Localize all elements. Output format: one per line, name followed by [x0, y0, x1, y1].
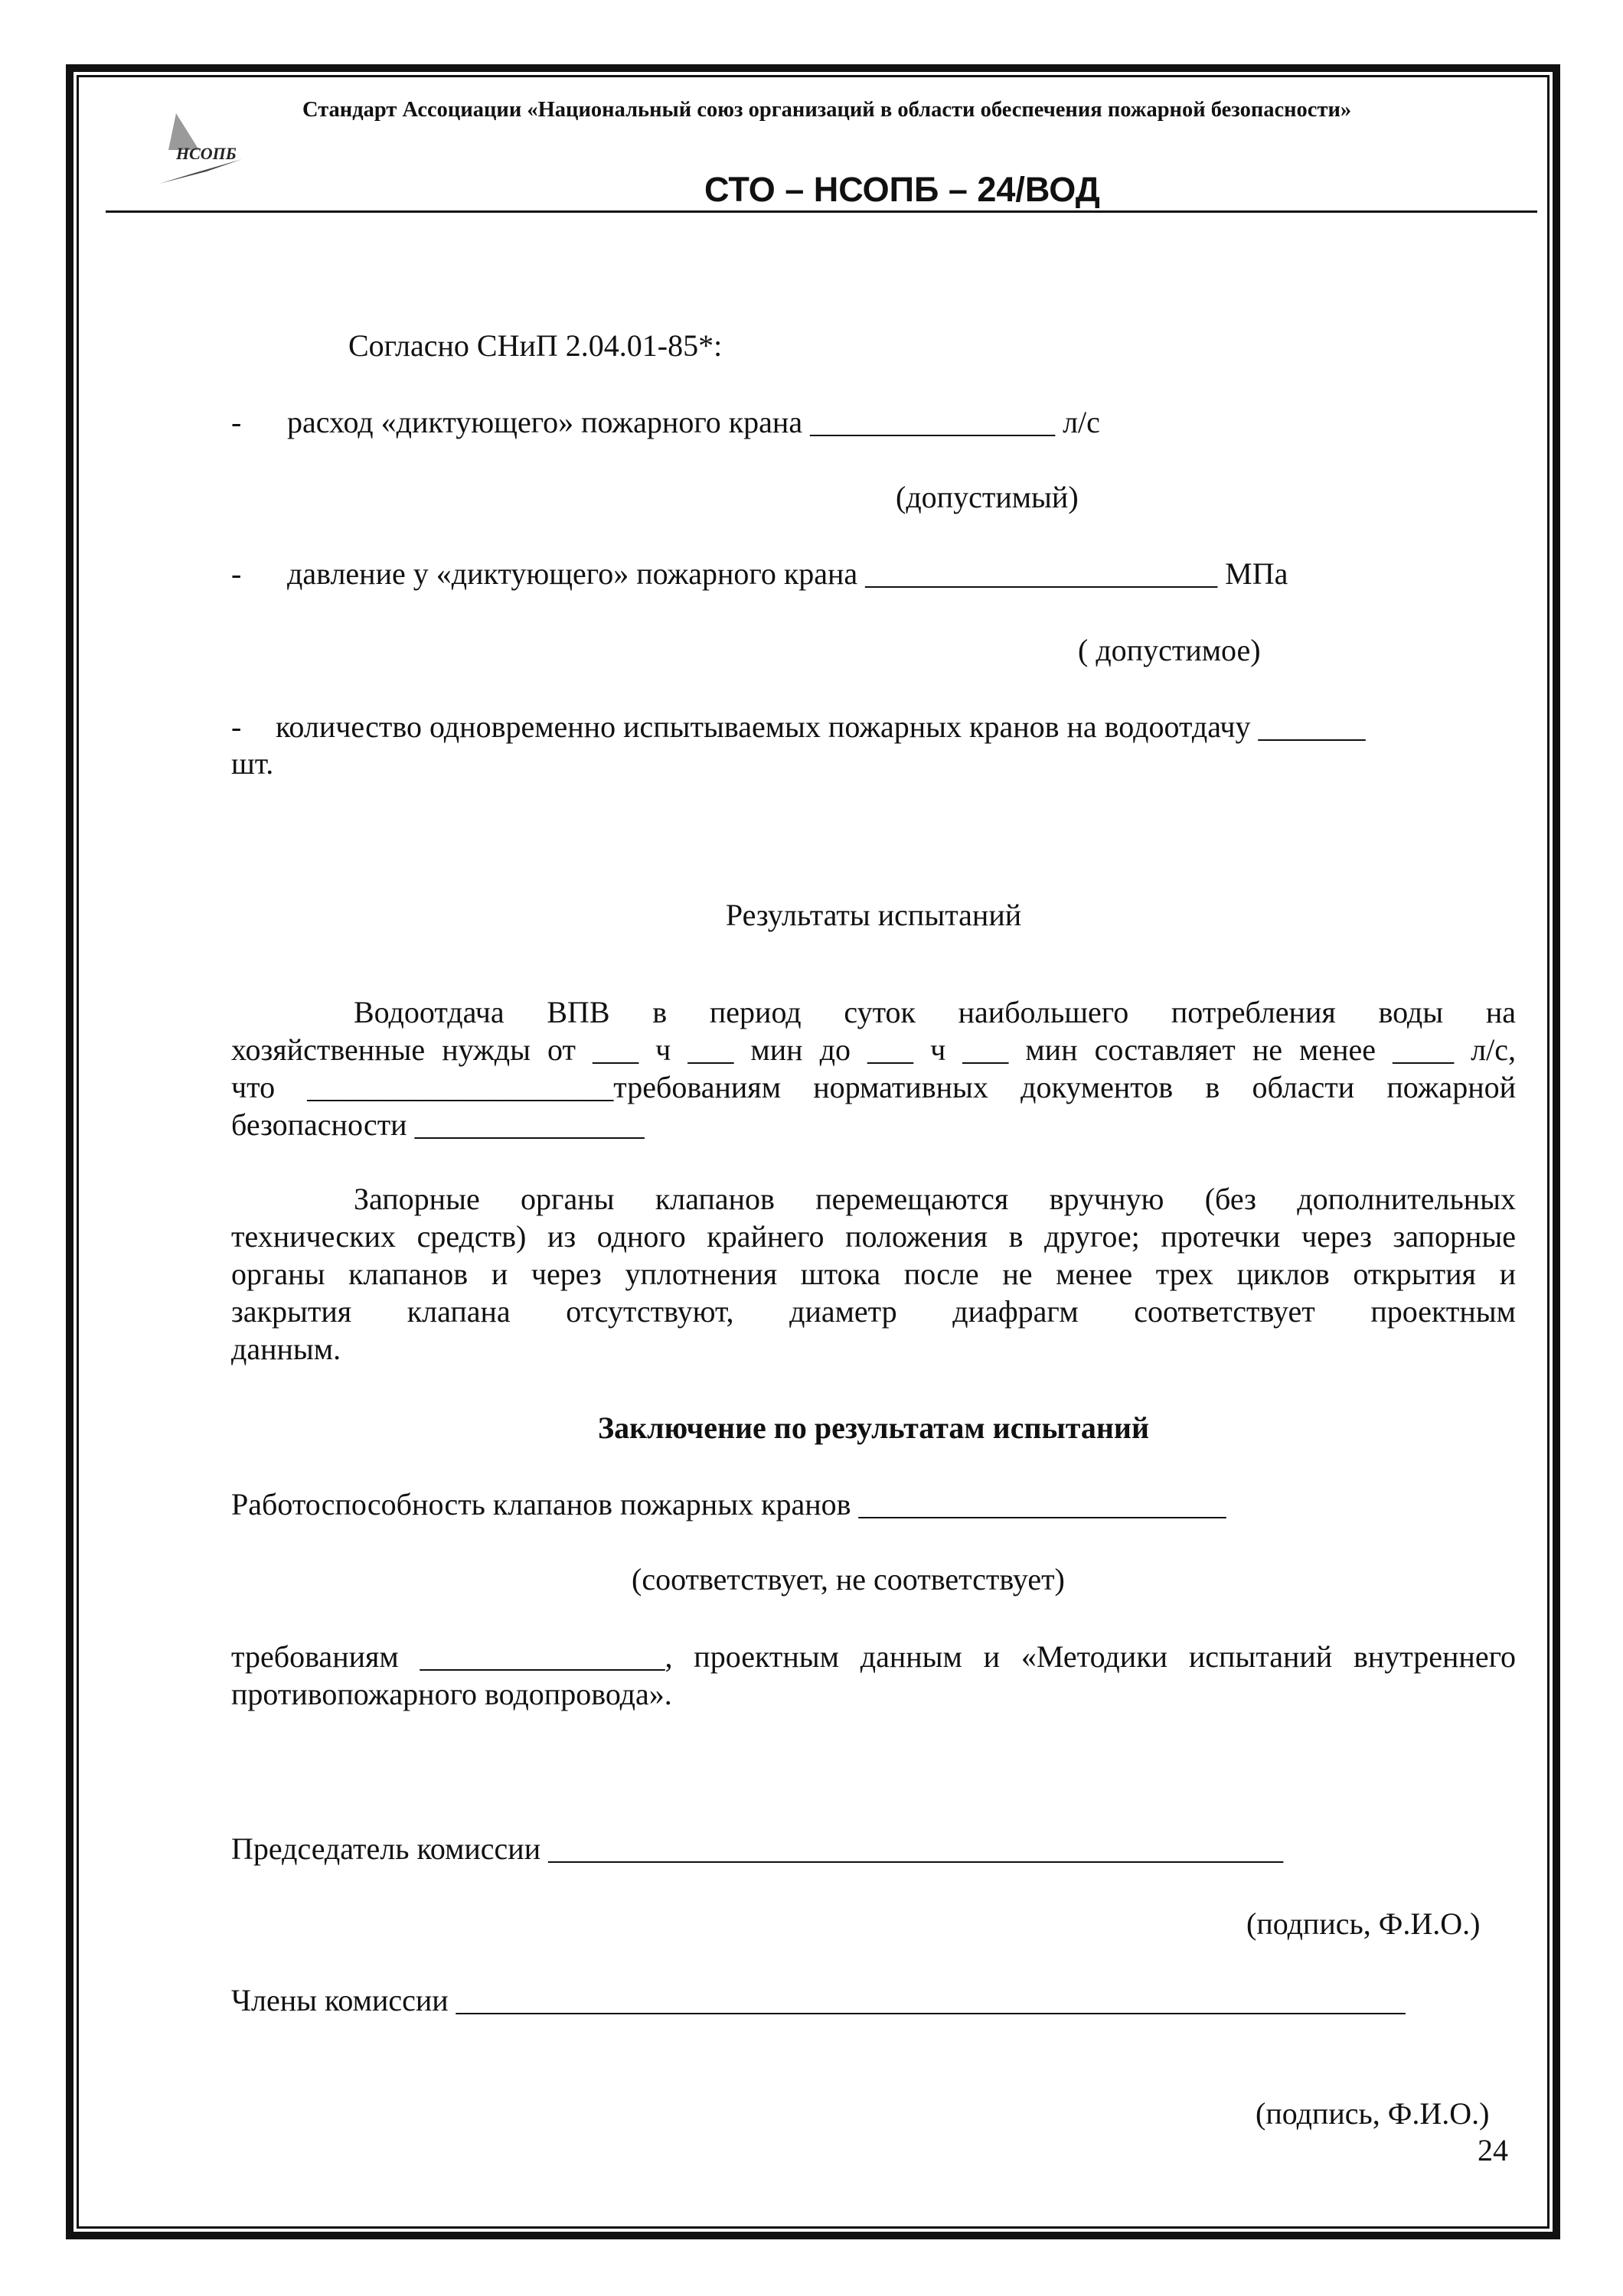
- paragraph-line: технических средств) из одного крайнего положения в другое; протечки через запорные: [231, 1219, 1516, 1254]
- members-signature-note: (подпись, Ф.И.О.): [1256, 2096, 1490, 2131]
- members-signature-line: Члены комиссии ______________________________________________________________: [231, 1983, 1406, 2017]
- paragraph-line: хозяйственные нужды от ___ ч ___ мин до ___ ч ___ мин составляет не менее ____ л/с,: [231, 1032, 1516, 1067]
- chairman-signature-note: (подпись, Ф.И.О.): [1246, 1906, 1481, 1941]
- capability-note: (соответствует, не соответствует): [632, 1562, 1065, 1596]
- paragraph-line: Водоотдача ВПВ в период суток наибольшего потребления воды на: [354, 995, 1516, 1029]
- header-rule: [106, 210, 1537, 213]
- flow-rate-line: расход «диктующего» пожарного крана ________________ л/с: [287, 405, 1100, 439]
- results-paragraph-1: [231, 993, 1516, 1143]
- results-heading: Результаты испытаний: [725, 898, 1022, 932]
- chairman-signature-line: Председатель комиссии ________________________________________________: [231, 1831, 1284, 1866]
- paragraph-line: Запорные органы клапанов перемещаются вручную (без дополнительных: [354, 1182, 1516, 1216]
- item-dash: -: [231, 405, 242, 439]
- page-number: 24: [1478, 2133, 1508, 2167]
- organization-name: Стандарт Ассоциации «Национальный союз организаций в области обеспечения пожарной безопасности»: [302, 98, 1352, 122]
- paragraph-line: требованиям ________________, проектным данным и «Методики испытаний внутреннего: [231, 1639, 1516, 1674]
- intro-line: Согласно СНиП 2.04.01-85*:: [348, 328, 723, 363]
- nsopb-logo: [153, 104, 253, 192]
- pressure-line: давление у «диктующего» пожарного крана _______________________ МПа: [287, 556, 1288, 591]
- capability-line: Работоспособность клапанов пожарных кранов ________________________: [231, 1487, 1226, 1521]
- logo-text: НСОПБ: [176, 144, 237, 163]
- paragraph-line: закрытия клапана отсутствуют, диаметр диафрагм соответствует проектным: [231, 1294, 1516, 1329]
- document-code: СТО – НСОПБ – 24/ВОД: [704, 170, 1100, 209]
- pressure-note: ( допустимое): [1078, 633, 1261, 667]
- hydrant-count-line: количество одновременно испытываемых пожарных кранов на водоотдачу _______: [276, 709, 1366, 744]
- hydrant-count-unit: шт.: [231, 746, 274, 781]
- requirements-paragraph: [231, 1638, 1516, 1713]
- paragraph-line: что ____________________требованиям нормативных документов в области пожарной: [231, 1070, 1516, 1104]
- item-dash: -: [231, 556, 242, 591]
- flow-rate-note: (допустимый): [896, 480, 1079, 514]
- results-paragraph-2: [231, 1180, 1516, 1368]
- paragraph-line: органы клапанов и через уплотнения штока после не менее трех циклов открытия и: [231, 1257, 1516, 1291]
- paragraph-line: данным.: [231, 1332, 341, 1366]
- conclusion-heading: Заключение по результатам испытаний: [598, 1411, 1149, 1445]
- paragraph-line: безопасности _______________: [231, 1107, 645, 1142]
- paragraph-line: противопожарного водопровода».: [231, 1677, 672, 1711]
- item-dash: -: [231, 709, 242, 744]
